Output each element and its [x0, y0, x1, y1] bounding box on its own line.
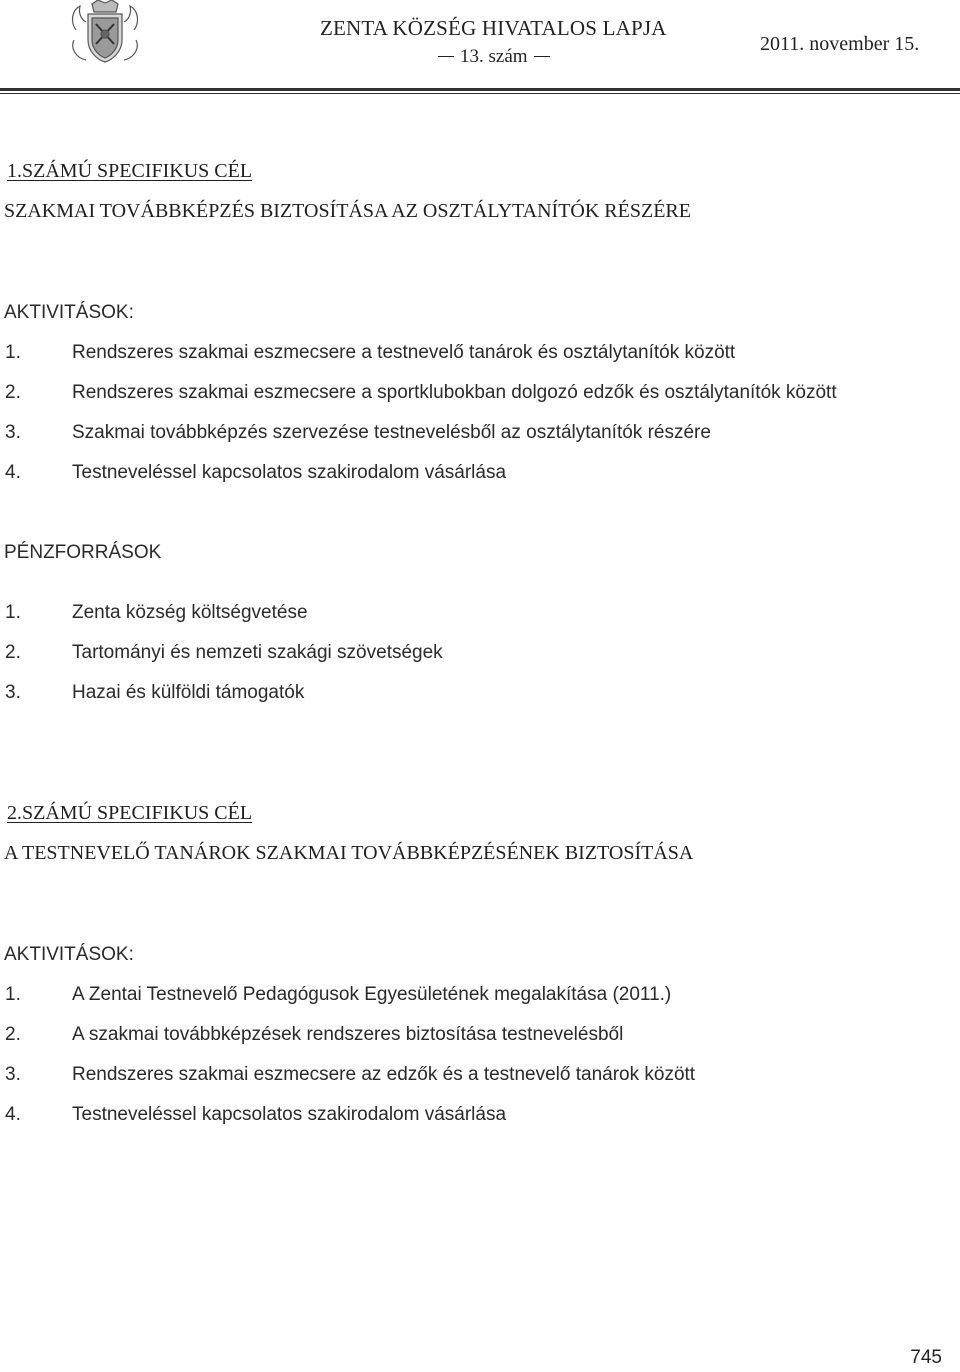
item-text: Testneveléssel kapcsolatos szakirodalom vásárlása	[72, 1104, 507, 1125]
list-item	[0, 1064, 960, 1088]
item-text: Tartományi és nemzeti szakági szövetségek	[72, 642, 443, 663]
header-rule-thin	[0, 93, 960, 94]
section1-funding-label: PÉNZFORRÁSOK	[4, 542, 162, 563]
item-number: 3.	[5, 682, 21, 703]
item-number: 2.	[5, 1024, 21, 1045]
list-item	[0, 342, 960, 366]
section1-subheading: SZAKMAI TOVÁBBKÉPZÉS BIZTOSÍTÁSA AZ OSZTÁLYTANÍTÓK RÉSZÉRE	[4, 200, 691, 222]
section1-activities-label: AKTIVITÁSOK:	[4, 302, 134, 323]
page-number: 745	[910, 1347, 942, 1368]
item-number: 1.	[5, 984, 21, 1005]
section1-heading: 1.SZÁMÚ SPECIFIKUS CÉL	[7, 160, 253, 182]
item-number: 2.	[5, 382, 21, 403]
item-number: 3.	[5, 422, 21, 443]
item-number: 3.	[5, 1064, 21, 1085]
item-number: 4.	[5, 462, 21, 483]
item-number: 4.	[5, 1104, 21, 1125]
dash-left	[438, 56, 454, 57]
item-text: Rendszeres szakmai eszmecsere a sportklubokban dolgozó edzők és osztálytanítók között	[72, 382, 837, 403]
item-number: 1.	[5, 602, 21, 623]
item-text: Hazai és külföldi támogatók	[72, 682, 305, 703]
dash-right	[534, 56, 550, 57]
item-text: Testneveléssel kapcsolatos szakirodalom vásárlása	[72, 462, 507, 483]
list-item	[0, 984, 960, 1008]
coat-of-arms-icon	[68, 0, 142, 64]
publication-title: ZENTA KÖZSÉG HIVATALOS LAPJA	[320, 16, 667, 40]
item-text: Rendszeres szakmai eszmecsere az edzők és a testnevelő tanárok között	[72, 1064, 696, 1085]
section2-activities-label: AKTIVITÁSOK:	[4, 944, 134, 965]
item-text: Rendszeres szakmai eszmecsere a testnevelő tanárok és osztálytanítók között	[72, 342, 736, 363]
header-rule-thick	[0, 88, 960, 91]
section2-subheading: A TESTNEVELŐ TANÁROK SZAKMAI TOVÁBBKÉPZÉSÉNEK BIZTOSÍTÁSA	[4, 842, 694, 864]
list-item	[0, 642, 960, 666]
list-item	[0, 1024, 960, 1048]
publication-date: 2011. november 15.	[760, 33, 920, 55]
list-item	[0, 422, 960, 446]
issue-text: 13. szám	[460, 46, 528, 67]
list-item	[0, 462, 960, 486]
item-number: 1.	[5, 342, 21, 363]
list-item	[0, 682, 960, 706]
section2-heading: 2.SZÁMÚ SPECIFIKUS CÉL	[7, 802, 253, 824]
item-text: Zenta község költségvetése	[72, 602, 308, 623]
item-text: A Zentai Testnevelő Pedagógusok Egyesületének megalakítása (2011.)	[72, 984, 672, 1005]
issue-number	[432, 46, 556, 68]
item-number: 2.	[5, 642, 21, 663]
list-item	[0, 1104, 960, 1128]
item-text: Szakmai továbbképzés szervezése testnevelésből az osztálytanítók részére	[72, 422, 711, 443]
list-item	[0, 382, 960, 406]
list-item	[0, 602, 960, 626]
item-text: A szakmai továbbképzések rendszeres biztosítása testnevelésből	[72, 1024, 624, 1045]
